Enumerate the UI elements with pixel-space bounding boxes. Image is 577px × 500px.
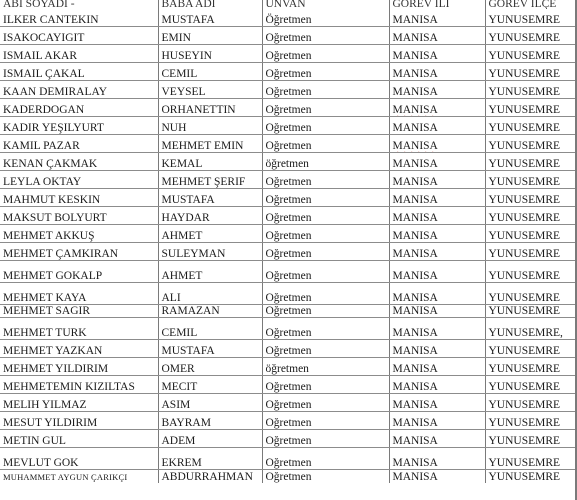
cell-title: Oğretmen [262,117,389,135]
cell-title: Oğretmen [262,243,389,261]
cell-father: HUSEYIN [158,45,262,63]
cell-name: MEHMET GOKALP [0,261,158,283]
cell-district: YUNUSEMRE [485,305,577,318]
table-row [0,448,577,470]
cell-name: MESUT YILDIRIM [0,412,158,430]
cell-title: Oğretmen [262,99,389,117]
table-row [0,117,577,135]
cell-name: KENAN ÇAKMAK [0,153,158,171]
cell-district: YUNUSEMRE [485,261,577,283]
table-row [0,207,577,225]
cell-district: YUNUSEMRE [485,225,577,243]
cell-father: MUSTAFA [158,340,262,358]
cell-name: MEHMET ÇAMKIRAN [0,243,158,261]
cell-title: Oğretmen [262,171,389,189]
header-name: ABI SOYADI - [3,0,75,9]
cell-title: Oğretmen [262,135,389,153]
cell-title: Oğretmen [262,63,389,81]
table-row [0,261,577,283]
cell-district: YUNUSEMRE [485,243,577,261]
cell-province: MANISA [389,189,485,207]
table-row [0,376,577,394]
cell-title: Oğretmen [262,189,389,207]
cell-province: MANISA [389,81,485,99]
table-row [0,412,577,430]
cell-province: MANISA [389,340,485,358]
cell-district: YUNUSEMRE [485,189,577,207]
cell-province: MANISA [389,153,485,171]
cell-father: SULEYMAN [158,243,262,261]
table-row [0,225,577,243]
cell-father: BAYRAM [158,412,262,430]
cell-name: ISAKOCAYIGIT [0,27,158,45]
cell-province: MANISA [389,283,485,305]
cell-name: METIN GUL [0,430,158,448]
cell-father: CEMIL [158,63,262,81]
cell-district: YUNUSEMRE [485,412,577,430]
cell-province: MANISA [389,225,485,243]
cell-province: MANISA [389,243,485,261]
cell-name: KADIR YEŞILYURT [0,117,158,135]
cell-title: Oğretmen [262,81,389,99]
table-row [0,27,577,45]
cell-title: Oğretmen [262,318,389,340]
table-row [0,394,577,412]
table-row [0,135,577,153]
cell-name: LEYLA OKTAY [0,171,158,189]
table-row [0,243,577,261]
cell-province: MANISA [389,27,485,45]
cell-name: KADERDOGAN [0,99,158,117]
cell-province: MANISA [389,171,485,189]
cell-title: Oğretmen [262,45,389,63]
table-row [0,340,577,358]
cell-name: MEHMET KAYA [0,283,158,305]
cell-district: YUNUSEMRE [485,340,577,358]
cell-district: YUNUSEMRE [485,283,577,305]
cell-father: NUH [158,117,262,135]
cell-name: MEHMETEMIN KIZILTAS [0,376,158,394]
cell-father: MECIT [158,376,262,394]
table-row [0,9,577,27]
cell-title: öğretmen [262,153,389,171]
cell-name: KAAN DEMIRALAY [0,81,158,99]
cell-father: MUSTAFA [158,189,262,207]
cell-title: Oğretmen [262,225,389,243]
cell-district: YUNUSEMRE [485,9,577,27]
cell-province: MANISA [389,45,485,63]
cell-province: MANISA [389,63,485,81]
table-row [0,283,577,305]
cell-name: MELIH YILMAZ [0,394,158,412]
cell-province: MANISA [389,99,485,117]
cell-father: AHMET [158,225,262,243]
cell-father: CEMIL [158,318,262,340]
cell-name: KAMIL PAZAR [0,135,158,153]
cell-province: MANISA [389,412,485,430]
cell-name: ILKER CANTEKIN [0,9,158,27]
cell-name: MEHMET YAZKAN [0,340,158,358]
cell-father: HAYDAR [158,207,262,225]
cell-father: MUSTAFA [158,9,262,27]
cell-province: MANISA [389,117,485,135]
cell-province: MANISA [389,470,485,484]
cell-father: VEYSEL [158,81,262,99]
cell-title: Oğretmen [262,430,389,448]
table-row [0,305,577,318]
cell-province: MANISA [389,261,485,283]
cell-district: YUNUSEMRE [485,81,577,99]
cell-name: MEHMET TURK [0,318,158,340]
header-district: GOREV ILÇE [485,0,577,9]
cell-district: YUNUSEMRE [485,470,577,484]
cell-district: YUNUSEMRE [485,117,577,135]
table-row [0,189,577,207]
table-row [0,63,577,81]
cell-name: MEHMET AKKUŞ [0,225,158,243]
cell-district: YUNUSEMRE [485,358,577,376]
cell-province: MANISA [389,135,485,153]
cell-father: KEMAL [158,153,262,171]
cell-father: RAMAZAN [158,305,262,318]
header-title: UNVAN [262,0,389,9]
cell-father: ABDURRAHMAN [158,470,262,484]
header-row [0,0,577,9]
cell-province: MANISA [389,207,485,225]
cell-district: YUNUSEMRE [485,63,577,81]
cell-name: MEVLUT GOK [0,448,158,470]
table-row [0,171,577,189]
cell-father: MEHMET ŞERIF [158,171,262,189]
cell-father: EMIN [158,27,262,45]
cell-title: Oğretmen [262,412,389,430]
table-row [0,99,577,117]
table-row [0,153,577,171]
cell-title: Oğretmen [262,27,389,45]
cell-province: MANISA [389,305,485,318]
cell-district: YUNUSEMRE [485,171,577,189]
cell-title: Oğretmen [262,376,389,394]
cell-district: YUNUSEMRE [485,207,577,225]
header-father: BABA ADI [158,0,262,9]
cell-title: öğretmen [262,358,389,376]
table-row [0,430,577,448]
cell-title: Oğretmen [262,283,389,305]
cell-father: MEHMET EMIN [158,135,262,153]
cell-name: ISMAIL ÇAKAL [0,63,158,81]
cell-title: Oğretmen [262,448,389,470]
cell-father: OMER [158,358,262,376]
cell-province: MANISA [389,318,485,340]
cell-father: ALI [158,283,262,305]
table-row [0,358,577,376]
cell-district: YUNUSEMRE [485,153,577,171]
cell-title: Öğretmen [262,9,389,27]
cell-province: MANISA [389,394,485,412]
cell-name: MUHAMMET AYGUN ÇARIKÇI [3,472,128,482]
cell-father: AHMET [158,261,262,283]
cell-title: Oğretmen [262,261,389,283]
cell-name: MAHMUT KESKIN [0,189,158,207]
cell-province: MANISA [389,376,485,394]
cell-name: ISMAIL AKAR [0,45,158,63]
cell-title: Oğretmen [262,340,389,358]
cell-name: MEHMET YILDIRIM [0,358,158,376]
cell-title: Oğretmen [262,207,389,225]
cell-district: YUNUSEMRE [485,376,577,394]
cell-title: Oğretmen [262,470,389,484]
table-row [0,45,577,63]
cell-province: MANISA [389,9,485,27]
cell-district: YUNUSEMRE [485,27,577,45]
cell-province: MANISA [389,358,485,376]
cell-name: MEHMET SAGIR [0,305,158,318]
cell-province: MANISA [389,448,485,470]
table-row [0,81,577,99]
cell-name: MAKSUT BOLYURT [0,207,158,225]
header-province: GOREV ILI [389,0,485,9]
cell-district: YUNUSEMRE [485,99,577,117]
cell-district: YUNUSEMRE [485,448,577,470]
cell-father: ORHANETTIN [158,99,262,117]
cell-province: MANISA [389,430,485,448]
table-row [0,470,577,484]
table-row [0,318,577,340]
cell-district: YUNUSEMRE [485,135,577,153]
cell-title: Oğretmen [262,394,389,412]
cell-father: ASIM [158,394,262,412]
cell-father: EKREM [158,448,262,470]
cell-district: YUNUSEMRE [485,45,577,63]
cell-father: ADEM [158,430,262,448]
cell-title: Oğretmen [262,305,389,318]
cell-district: YUNUSEMRE [485,430,577,448]
cell-district: YUNUSEMRE [485,394,577,412]
cell-district: YUNUSEMRE, [485,318,577,340]
